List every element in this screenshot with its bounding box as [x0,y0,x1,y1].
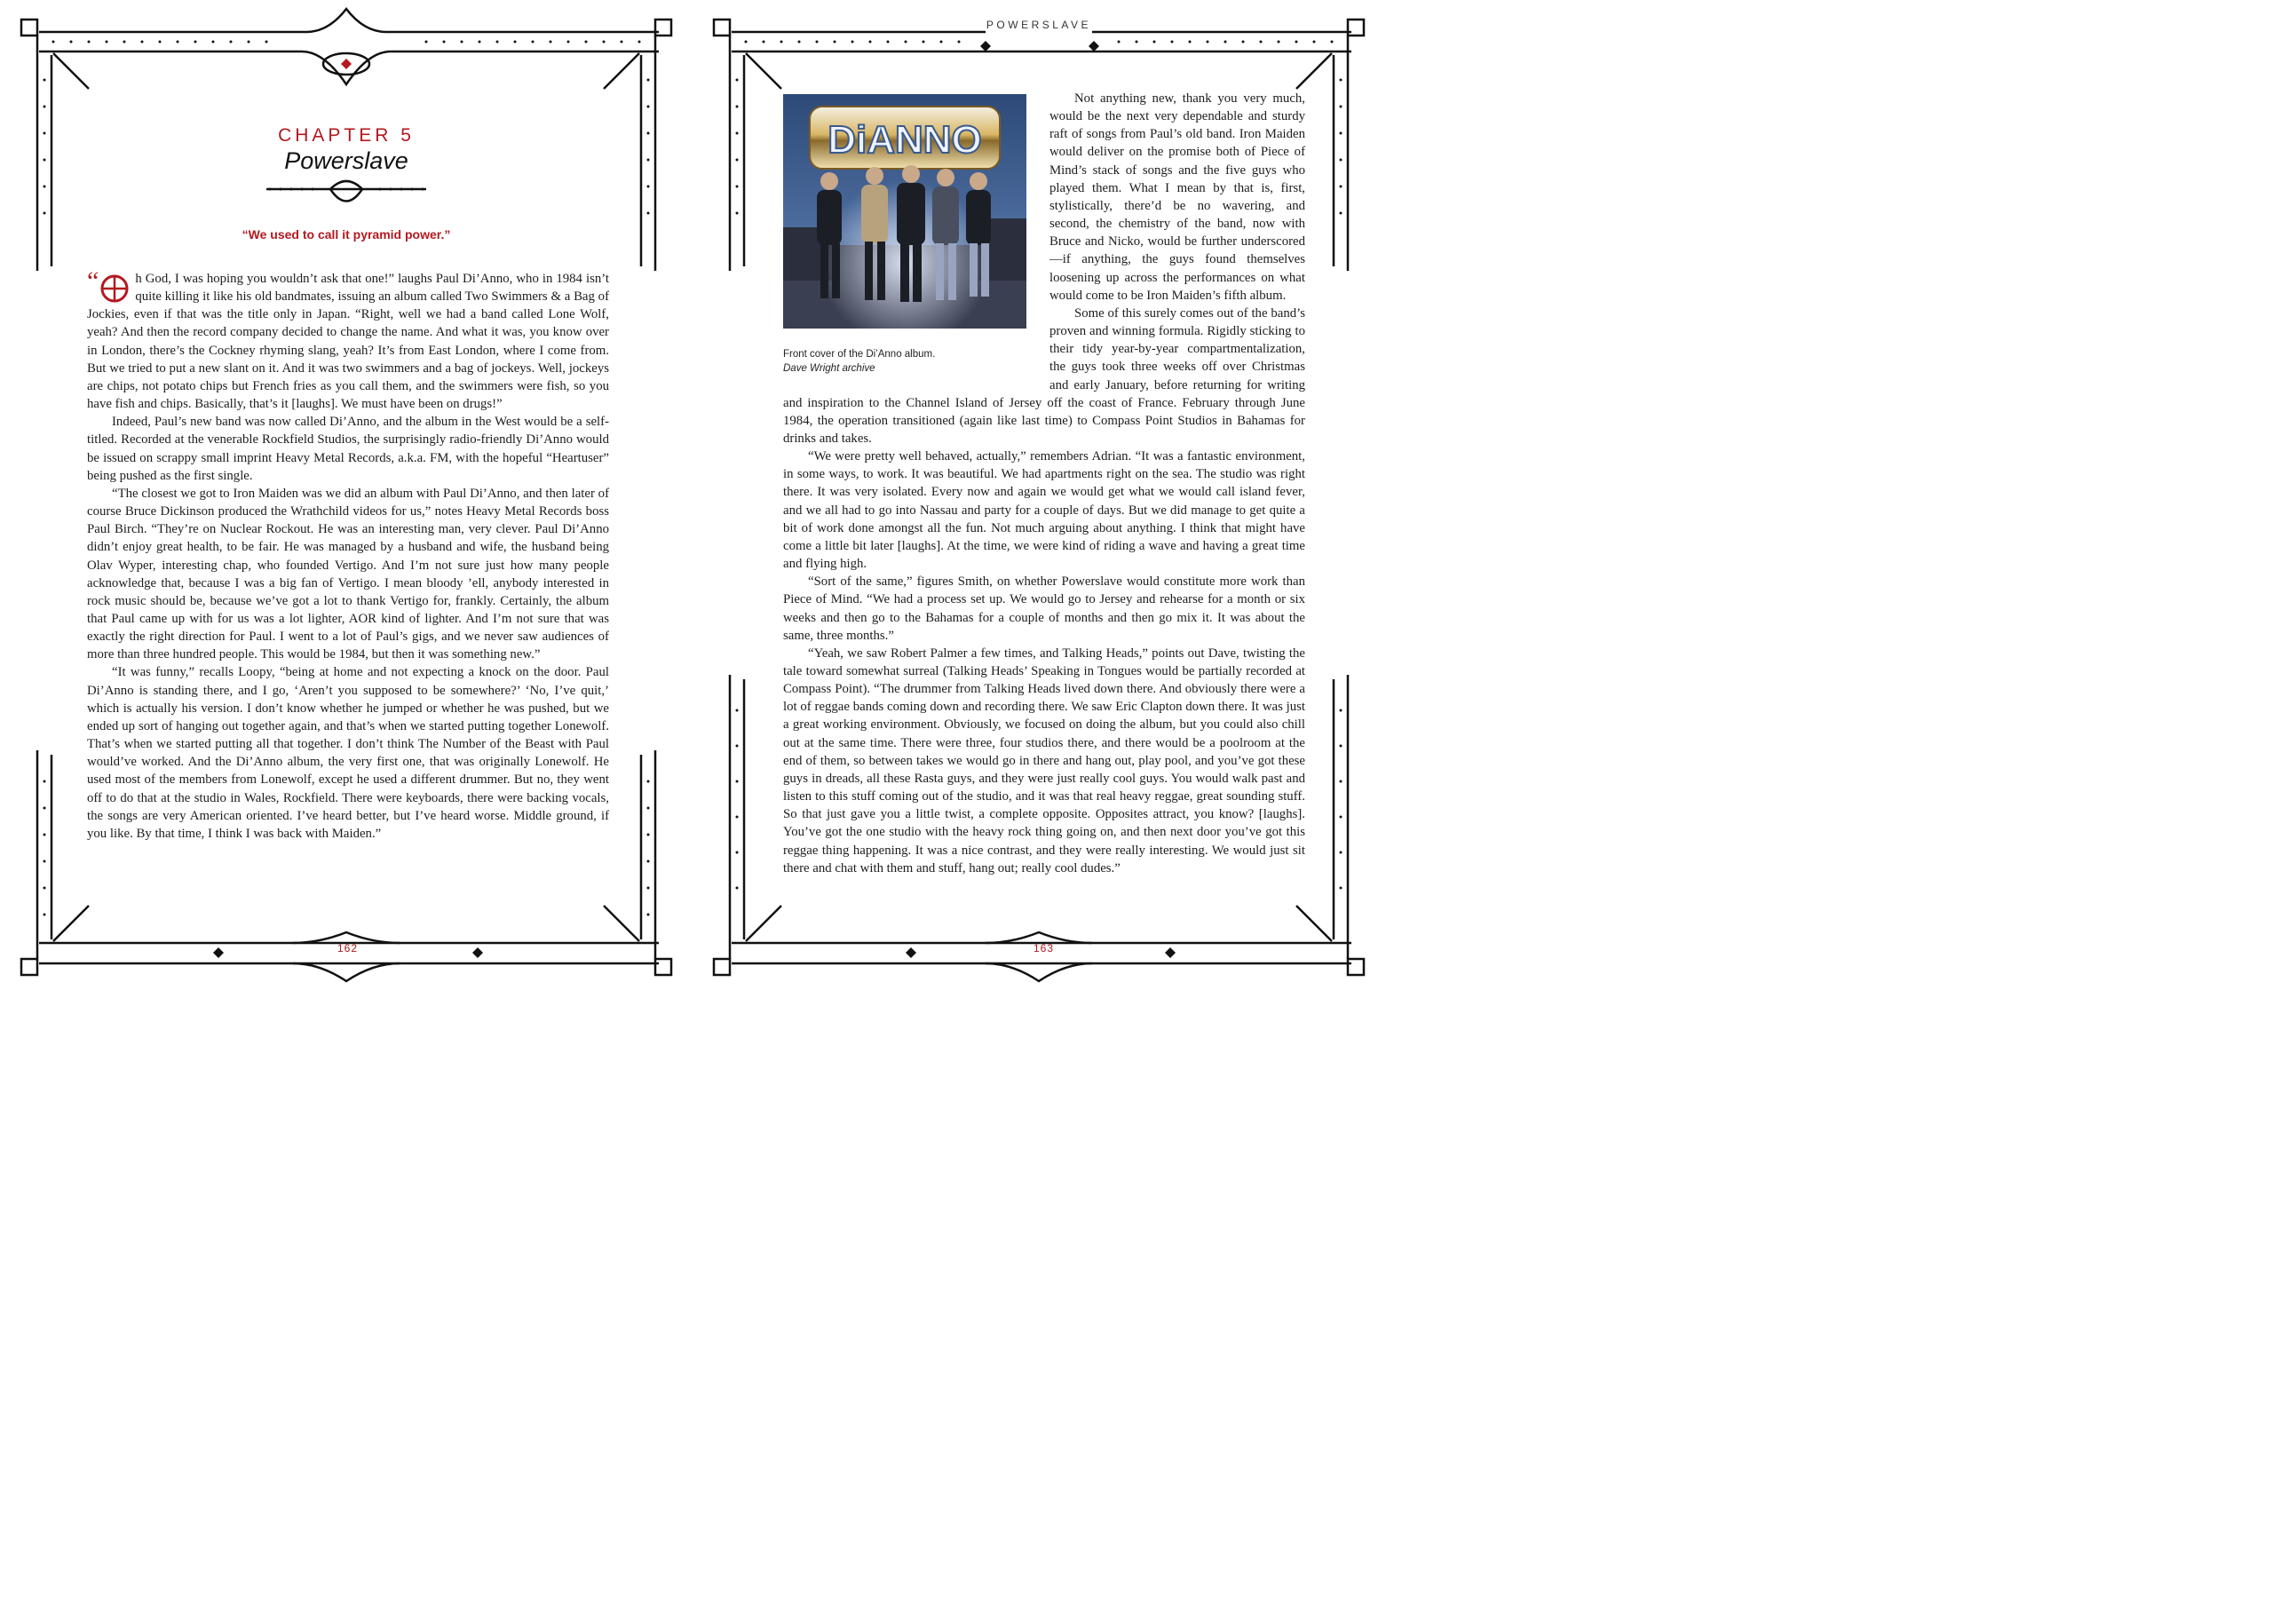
right-body-text [783,90,1305,877]
paragraph: Not anything new, thank you very much, would be the next very dependable and sturdy raft of songs from Paul’s old band. Iron Maiden would deliver on the promise both of Piece of Mind’s stack of songs and the five guys who played them. What I mean by that is, first, stylistically, there’d be no wavering, and second, the chemistry of the band, now with Bruce and Nicko, would be further underscored—if anything, the guys found themselves loosening up across the performances on what would come to be Iron Maiden’s fifth album. [1049,91,1305,303]
paragraph: “It was funny,” recalls Loopy, “being at home and not expecting a knock on the door. Paul Di’Anno is standing there, and I go, ‘Aren’t you supposed to be somewhere?’ ‘No, I’ve quit,’ which is actually his version. I don’t know whether he jumped or whether he was pushed, but we ended up sort of hanging out together again, and that’s when we started putting together Lonewolf. That’s when we started putting all that together. I don’t think The Number of the Beast with Paul would’ve worked. And the Di’Anno album, the very first one, that was originally Lonewolf. He used most of the members from Lonewolf, except he used a different drummer. But no, they went off to do that at the studio in Wales, Rockfield. There were keyboards, there were backing vocals, the songs are very American oriented. I’ve heard better, but I’ve heard worse. Middle ground, if you like. By that time, I think I was back with Maiden.” [87,665,609,841]
paragraph: “Yeah, we saw Robert Palmer a few times, and Talking Heads,” points out Dave, twisting the tale toward somewhat surreal (Talking Heads’ Speaking in Tongues would be partially recorded at Compass Point). “The drummer from Talking Heads lived down there. And obviously there were a lot of reggae bands coming down and recording there. We saw Eric Clapton down there. It was just a great working environment. Obviously, we focused on doing the album, but you could also chill out at the same time. There were three, four studios there, and there would be a poolroom at the end of them, so between takes we would go in there and hang out, play pool, and you’ve got these guys in dreads, all these Rasta guys, and they were just really cool guys. You would walk past and listen to this stuff coming out of the studio, and it was that real heavy reggae, great sounding stuff. So that just gave you a little twist, a complete opposite. Opposites attract, you know? [laughs]. You’ve got the one studio with the heavy rock thing going on, and then next door you’ve got this reggae thing happening. It was a nice contrast, and they were really interesting. We would just sit there and chat with them and stuff, hang out; really cool dudes.” [783,646,1305,875]
chapter-label: CHAPTER 5 [278,125,415,146]
paragraph: h God, I was hoping you wouldn’t ask that one!” laughs Paul Di’Anno, who in 1984 isn’t quite killing it like his old bandmates, issuing an album called Two Swimmers & a Bag of Jockies, even if that was the title only in Japan. “Right, well we had a band called Lone Wolf, yeah? And then the record company decided to change the name. And what it was, you know over in London, there’s the Cockney rhyming slang, yeah? It’s from East London, where I come from. But we tried to put a new slant on it. And it was two swimmers and a bag of jockeys. Well, jockeys are chips, not potato chips but French fries as you call them, and the swimmers were fish, so you have fish and chips. Basically, that’s it [laughs]. We must have been on drugs!” [87,272,609,412]
paragraph: Indeed, Paul’s new band was now called Di’Anno, and the album in the West would be a self-titled. Recorded at the venerable Rockfield Studios, the surprisingly radio-friendly Di’Anno would be issued on scrappy small imprint Heavy Metal Records, a.k.a. FM, with the hopeful “Heartuser” being pushed as the first single. [87,415,609,483]
dot-diamond-icon [341,59,352,69]
chapter-title: Powerslave [284,147,408,174]
paragraph: “We were pretty well behaved, actually,” remembers Adrian. “It was a fantastic environment, in some ways, to work. It was beautiful. We had apartments right on the sea. The studio was right there. It was very isolated. Every now and again we would get what we would call island fever, and we all had to go into Nassau and party for a couple of days. But we did manage to get quite a bit of work done amongst all the fun. Not much arguing about anything. I think that might have come a little bit later [laughs]. At the time, we were kind of riding a wave and having a great time and flying high. [783,449,1305,572]
paragraph: “Sort of the same,” figures Smith, on whether Powerslave would constitute more work than Piece of Mind. “We had a process set up. We would go to Jersey and rehearse for a month or six weeks and then go to the Bahamas for a couple of months and then go mix it. It was about the same, three months.” [783,574,1305,643]
left-page [0,0,693,990]
running-head: POWERSLAVE [986,19,1092,31]
paragraph: Some of this surely comes out of the band’s proven and winning formula. Rigidly sticking to their tidy year-by-year compartmentalization, the guys took three weeks off over Christmas and early January, before returning for writing and inspiration to the Channel Island of Jersey off the coast of France. February through June 1984, the operation transitioned (again like last time) to Compass Point Studios in Bahamas for drinks and takes. [783,305,1305,446]
page-number: 163 [1034,942,1055,955]
album-cover-figure [783,94,1041,376]
paragraph: “The closest we got to Iron Maiden was we did an album with Paul Di’Anno, and then later of course Bruce Dickinson produced the Wrathchild videos for us,” notes Heavy Metal Records boss Paul Birch. “They’re on Nuclear Rockout. He was an interesting man, very clever. Paul Di’Anno didn’t enjoy great health, to be fair. He was managed by a husband and wife, the husband being Olav Wyper, interesting chap, who founded Vertigo. And I’m not sure just how many people acknowledge that, because I was a big fan of Vertigo. I mean bloody ’ell, anybody interested in rock music should be, because we’ve got a lot to thank Vertigo for, frankly. Certainly, the album that Paul came up with for us was a lot lighter, AOR kind of lighter. And I’m not sure that was exactly the right direction for Paul. I went to a lot of Paul’s gigs, and we never saw audiences of more than three hundred people. This would be 1984, but then it was something new.” [87,486,609,662]
caption-text: Front cover of the Di’Anno album. [783,349,936,360]
album-cover-photo [783,94,1026,329]
circle-cross-dropcap-icon [99,273,130,304]
epigraph: “We used to call it pyramid power.” [242,227,451,242]
page-number: 162 [337,942,359,955]
right-page [693,0,1385,990]
photo-caption [783,347,1041,376]
opening-quote-mark: “ [87,266,98,296]
left-body-text [87,266,609,843]
caption-credit: Dave Wright archive [783,363,875,374]
album-logo: DiANNO [828,118,982,162]
